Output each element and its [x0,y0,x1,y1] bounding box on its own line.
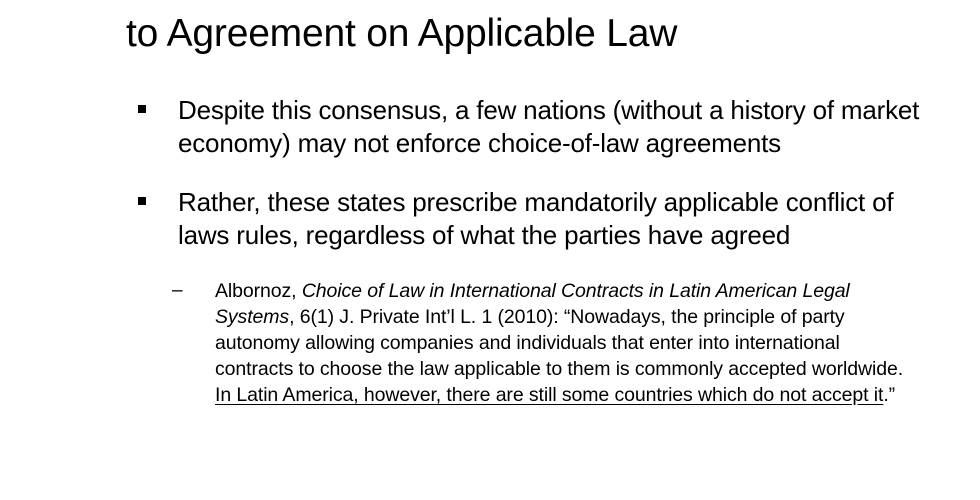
bullet-text: Rather, these states prescribe mandatorily applicable conflict of laws rules, regardless of what the parties have agreed [178,187,894,250]
citation-closing: .” [883,384,896,406]
underlined-quote: In Latin America, however, there are still some countries which do not accept it [215,384,884,406]
slide-title: to Agreement on Applicable Law [126,12,678,55]
square-bullet-icon [138,197,146,205]
square-bullet-icon [138,105,146,113]
citation-author: Albornoz, [215,280,302,302]
citation-body: , 6(1) J. Private Int’l L. 1 (2010): “Nowadays, the principle of party autonomy allowing companies and individuals that enter into international contracts to choose the law applicable to them is commonly accepted worldwide. [215,306,904,380]
dash-bullet-icon: – [172,280,183,301]
citation-text [215,278,920,408]
bullet-text: Despite this consensus, a few nations (without a history of market economy) may not enforce choice-of-law agreements [178,95,920,158]
citation-work-title: Choice of Law in International Contracts in Latin American Legal Systems [215,280,850,328]
